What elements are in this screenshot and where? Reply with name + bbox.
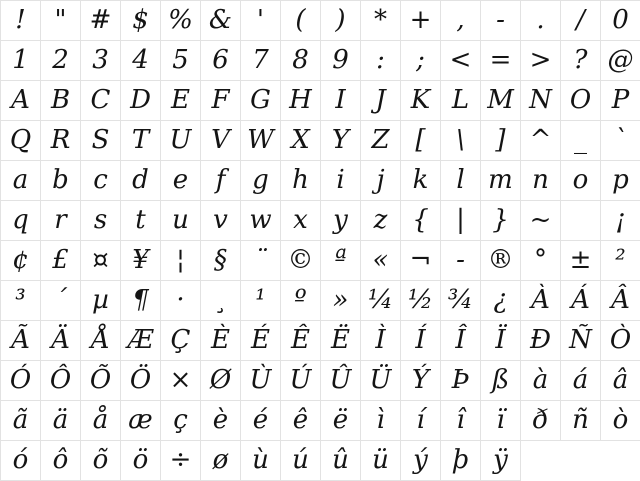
glyph-cell[interactable]: À <box>521 281 561 321</box>
glyph-cell[interactable]: ` <box>601 121 640 161</box>
glyph-cell[interactable]: < <box>441 41 481 81</box>
glyph-cell[interactable]: r <box>41 201 81 241</box>
glyph-cell[interactable]: · <box>161 281 201 321</box>
glyph-cell[interactable]: l <box>441 161 481 201</box>
glyph-cell[interactable]: Õ <box>81 361 121 401</box>
glyph-cell[interactable]: Ö <box>121 361 161 401</box>
glyph-cell[interactable]: v <box>201 201 241 241</box>
glyph-cell[interactable]: P <box>601 81 640 121</box>
glyph-cell[interactable]: ¸ <box>201 281 241 321</box>
glyph-cell[interactable]: s <box>81 201 121 241</box>
glyph-cell[interactable]: 5 <box>161 41 201 81</box>
glyph-cell[interactable]: æ <box>121 401 161 441</box>
glyph-cell[interactable]: 7 <box>241 41 281 81</box>
glyph-cell[interactable]: ì <box>361 401 401 441</box>
glyph-cell[interactable]: Y <box>321 121 361 161</box>
empty-cell <box>601 441 640 481</box>
glyph-cell[interactable]: R <box>41 121 81 161</box>
glyph-cell[interactable]: © <box>281 241 321 281</box>
glyph-cell[interactable]: @ <box>601 41 640 81</box>
glyph-cell[interactable]: Þ <box>441 361 481 401</box>
glyph-cell[interactable]: $ <box>121 1 161 41</box>
glyph-cell[interactable]: é <box>241 401 281 441</box>
glyph-cell[interactable]: ¤ <box>81 241 121 281</box>
glyph-cell[interactable]: ( <box>281 1 321 41</box>
glyph-cell[interactable]: k <box>401 161 441 201</box>
glyph-cell[interactable]: Á <box>561 281 601 321</box>
glyph-cell[interactable]: ° <box>521 241 561 281</box>
glyph-cell[interactable]: + <box>401 1 441 41</box>
glyph-cell[interactable]: p <box>601 161 640 201</box>
glyph-cell[interactable]: o <box>561 161 601 201</box>
glyph-cell[interactable]: z <box>361 201 401 241</box>
glyph-cell[interactable]: ä <box>41 401 81 441</box>
glyph-cell[interactable]: É <box>241 321 281 361</box>
glyph-cell[interactable]: . <box>521 1 561 41</box>
glyph-cell[interactable]: 2 <box>41 41 81 81</box>
glyph-cell[interactable]: ê <box>281 401 321 441</box>
glyph-cell[interactable]: A <box>1 81 41 121</box>
glyph-cell[interactable]: 0 <box>601 1 640 41</box>
glyph-cell[interactable]: £ <box>41 241 81 281</box>
glyph-cell[interactable]: ] <box>481 121 521 161</box>
glyph-cell[interactable]: ) <box>321 1 361 41</box>
glyph-cell[interactable]: C <box>81 81 121 121</box>
glyph-cell[interactable]: Â <box>601 281 640 321</box>
glyph-cell[interactable]: ñ <box>561 401 601 441</box>
glyph-cell[interactable]: D <box>121 81 161 121</box>
glyph-cell[interactable]: ^ <box>521 121 561 161</box>
glyph-cell[interactable]: Í <box>401 321 441 361</box>
glyph-cell[interactable]: à <box>521 361 561 401</box>
glyph-cell[interactable]: í <box>401 401 441 441</box>
glyph-cell[interactable]: S <box>81 121 121 161</box>
glyph-cell[interactable]: g <box>241 161 281 201</box>
glyph-cell[interactable]: Å <box>81 321 121 361</box>
glyph-cell[interactable]: ¦ <box>161 241 201 281</box>
glyph-cell[interactable]: - <box>481 1 521 41</box>
glyph-cell[interactable]: ª <box>321 241 361 281</box>
glyph-cell[interactable]: ÿ <box>481 441 521 481</box>
glyph-cell[interactable]: B <box>41 81 81 121</box>
glyph-cell[interactable]: ¹ <box>241 281 281 321</box>
glyph-cell[interactable]: & <box>201 1 241 41</box>
glyph-cell[interactable]: w <box>241 201 281 241</box>
glyph-cell[interactable]: x <box>281 201 321 241</box>
glyph-cell[interactable]: H <box>281 81 321 121</box>
glyph-cell[interactable]: # <box>81 1 121 41</box>
glyph-cell[interactable]: Z <box>361 121 401 161</box>
glyph-cell[interactable]: ¼ <box>361 281 401 321</box>
glyph-cell[interactable]: E <box>161 81 201 121</box>
glyph-cell[interactable]: Ü <box>361 361 401 401</box>
glyph-cell[interactable]: I <box>321 81 361 121</box>
glyph-cell[interactable]: - <box>441 241 481 281</box>
glyph-cell[interactable]: ' <box>241 1 281 41</box>
glyph-cell[interactable]: { <box>401 201 441 241</box>
glyph-cell[interactable]: Ã <box>1 321 41 361</box>
glyph-cell[interactable]: Ó <box>1 361 41 401</box>
glyph-cell[interactable]: î <box>441 401 481 441</box>
glyph-cell[interactable]: ; <box>401 41 441 81</box>
glyph-cell[interactable]: õ <box>81 441 121 481</box>
glyph-cell[interactable] <box>561 201 601 241</box>
glyph-cell[interactable]: ó <box>1 441 41 481</box>
glyph-cell[interactable]: T <box>121 121 161 161</box>
glyph-cell[interactable]: K <box>401 81 441 121</box>
glyph-cell[interactable]: } <box>481 201 521 241</box>
glyph-cell[interactable]: Ò <box>601 321 640 361</box>
glyph-cell[interactable]: Ë <box>321 321 361 361</box>
glyph-cell[interactable]: Ê <box>281 321 321 361</box>
glyph-cell[interactable]: « <box>361 241 401 281</box>
glyph-cell[interactable]: / <box>561 1 601 41</box>
glyph-cell[interactable]: t <box>121 201 161 241</box>
glyph-cell[interactable]: ¿ <box>481 281 521 321</box>
glyph-cell[interactable]: Ð <box>521 321 561 361</box>
glyph-cell[interactable]: \ <box>441 121 481 161</box>
glyph-cell[interactable]: 9 <box>321 41 361 81</box>
glyph-cell[interactable]: È <box>201 321 241 361</box>
glyph-cell[interactable]: ¾ <box>441 281 481 321</box>
glyph-cell[interactable]: ð <box>521 401 561 441</box>
glyph-cell[interactable]: è <box>201 401 241 441</box>
glyph-cell[interactable]: ¢ <box>1 241 41 281</box>
glyph-cell[interactable]: ² <box>601 241 640 281</box>
glyph-cell[interactable]: ´ <box>41 281 81 321</box>
glyph-cell[interactable]: 3 <box>81 41 121 81</box>
glyph-cell[interactable]: 4 <box>121 41 161 81</box>
glyph-cell[interactable]: º <box>281 281 321 321</box>
glyph-cell[interactable]: U <box>161 121 201 161</box>
glyph-cell[interactable]: Ú <box>281 361 321 401</box>
glyph-cell[interactable]: ½ <box>401 281 441 321</box>
glyph-cell[interactable]: q <box>1 201 41 241</box>
empty-cell <box>521 441 561 481</box>
glyph-cell[interactable]: § <box>201 241 241 281</box>
glyph-cell[interactable]: × <box>161 361 201 401</box>
glyph-cell[interactable]: ò <box>601 401 640 441</box>
glyph-cell[interactable]: % <box>161 1 201 41</box>
glyph-cell[interactable]: b <box>41 161 81 201</box>
glyph-cell[interactable]: e <box>161 161 201 201</box>
glyph-cell[interactable]: ý <box>401 441 441 481</box>
glyph-cell[interactable]: ³ <box>1 281 41 321</box>
glyph-cell[interactable]: = <box>481 41 521 81</box>
glyph-cell[interactable]: ¬ <box>401 241 441 281</box>
glyph-cell[interactable]: y <box>321 201 361 241</box>
glyph-cell[interactable]: u <box>161 201 201 241</box>
glyph-cell[interactable]: n <box>521 161 561 201</box>
glyph-cell[interactable]: Ì <box>361 321 401 361</box>
glyph-cell[interactable]: F <box>201 81 241 121</box>
glyph-cell[interactable]: û <box>321 441 361 481</box>
glyph-cell[interactable]: 8 <box>281 41 321 81</box>
glyph-cell[interactable]: c <box>81 161 121 201</box>
glyph-cell[interactable]: ÷ <box>161 441 201 481</box>
glyph-cell[interactable]: > <box>521 41 561 81</box>
glyph-cell[interactable]: Ï <box>481 321 521 361</box>
glyph-cell[interactable]: f <box>201 161 241 201</box>
glyph-cell[interactable]: 1 <box>1 41 41 81</box>
glyph-cell[interactable]: Ñ <box>561 321 601 361</box>
glyph-cell[interactable]: þ <box>441 441 481 481</box>
glyph-cell[interactable]: ± <box>561 241 601 281</box>
glyph-cell[interactable]: X <box>281 121 321 161</box>
glyph-cell[interactable]: W <box>241 121 281 161</box>
glyph-cell[interactable]: G <box>241 81 281 121</box>
glyph-cell[interactable]: ô <box>41 441 81 481</box>
glyph-cell[interactable]: ç <box>161 401 201 441</box>
glyph-cell[interactable]: _ <box>561 121 601 161</box>
glyph-cell[interactable]: O <box>561 81 601 121</box>
glyph-cell[interactable]: á <box>561 361 601 401</box>
glyph-cell[interactable]: ! <box>1 1 41 41</box>
glyph-cell[interactable]: â <box>601 361 640 401</box>
glyph-cell[interactable]: Æ <box>121 321 161 361</box>
glyph-cell[interactable]: N <box>521 81 561 121</box>
glyph-cell[interactable]: ® <box>481 241 521 281</box>
glyph-cell[interactable]: ¥ <box>121 241 161 281</box>
glyph-cell[interactable]: ö <box>121 441 161 481</box>
glyph-cell[interactable]: ¨ <box>241 241 281 281</box>
glyph-cell[interactable]: a <box>1 161 41 201</box>
glyph-cell[interactable]: Û <box>321 361 361 401</box>
glyph-cell[interactable]: ï <box>481 401 521 441</box>
glyph-cell[interactable]: : <box>361 41 401 81</box>
glyph-cell[interactable]: 6 <box>201 41 241 81</box>
glyph-cell[interactable]: ø <box>201 441 241 481</box>
glyph-cell[interactable]: " <box>41 1 81 41</box>
glyph-cell[interactable]: * <box>361 1 401 41</box>
glyph-cell[interactable]: ? <box>561 41 601 81</box>
glyph-cell[interactable]: µ <box>81 281 121 321</box>
glyph-cell[interactable]: ß <box>481 361 521 401</box>
glyph-cell[interactable]: L <box>441 81 481 121</box>
glyph-cell[interactable]: i <box>321 161 361 201</box>
glyph-cell[interactable]: Î <box>441 321 481 361</box>
glyph-cell[interactable]: ~ <box>521 201 561 241</box>
empty-cell <box>561 441 601 481</box>
glyph-cell[interactable]: Ý <box>401 361 441 401</box>
glyph-cell[interactable]: ë <box>321 401 361 441</box>
glyph-cell[interactable]: j <box>361 161 401 201</box>
glyph-cell[interactable]: M <box>481 81 521 121</box>
glyph-cell[interactable]: å <box>81 401 121 441</box>
glyph-cell[interactable]: Ç <box>161 321 201 361</box>
glyph-cell[interactable]: Ô <box>41 361 81 401</box>
glyph-cell[interactable]: , <box>441 1 481 41</box>
glyph-cell[interactable]: ú <box>281 441 321 481</box>
glyph-cell[interactable]: Ù <box>241 361 281 401</box>
glyph-cell[interactable]: Ø <box>201 361 241 401</box>
glyph-cell[interactable]: J <box>361 81 401 121</box>
glyph-cell[interactable]: ¡ <box>601 201 640 241</box>
glyph-cell[interactable]: ü <box>361 441 401 481</box>
glyph-cell[interactable]: V <box>201 121 241 161</box>
glyph-cell[interactable]: h <box>281 161 321 201</box>
glyph-cell[interactable]: m <box>481 161 521 201</box>
glyph-cell[interactable]: [ <box>401 121 441 161</box>
glyph-cell[interactable]: Q <box>1 121 41 161</box>
glyph-cell[interactable]: | <box>441 201 481 241</box>
glyph-cell[interactable]: d <box>121 161 161 201</box>
glyph-cell[interactable]: Ä <box>41 321 81 361</box>
glyph-cell[interactable]: » <box>321 281 361 321</box>
glyph-cell[interactable]: ù <box>241 441 281 481</box>
glyph-cell[interactable]: ã <box>1 401 41 441</box>
glyph-cell[interactable]: ¶ <box>121 281 161 321</box>
